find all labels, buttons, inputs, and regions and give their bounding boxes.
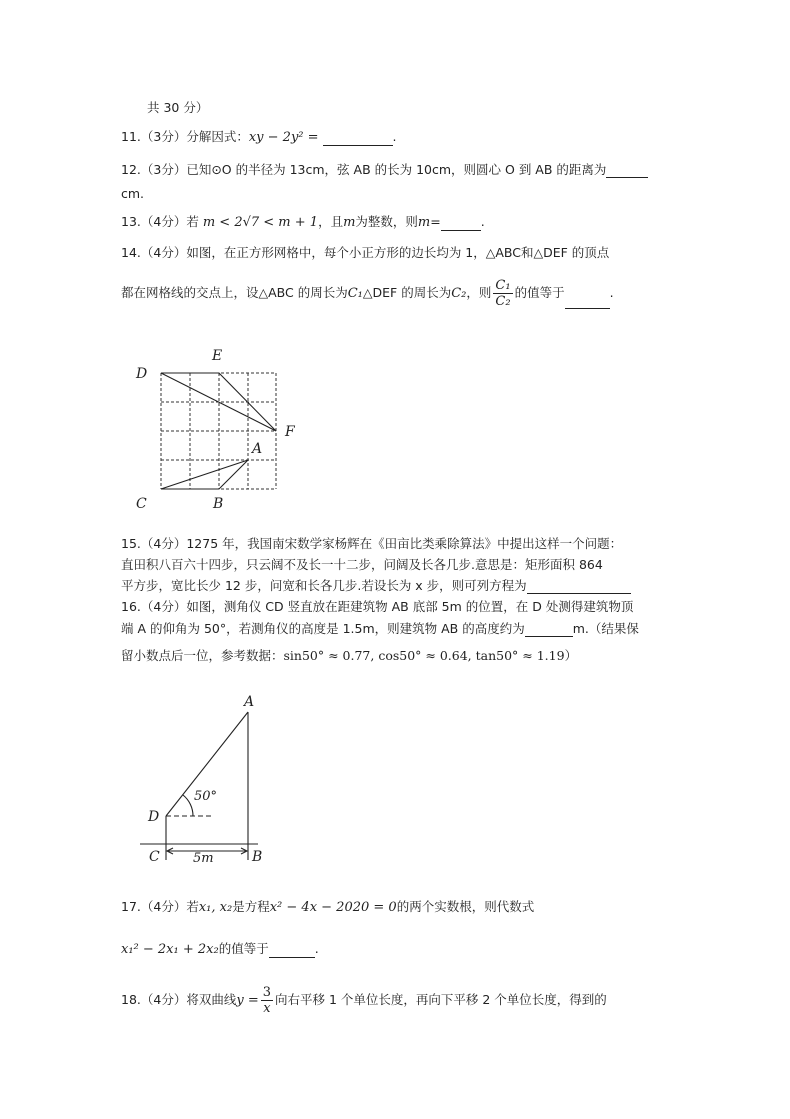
question-16-line2: 端 A 的仰角为 50°，若测角仪的高度是 1.5m，则建筑物 AB 的高度约为 m.（结果保: [121, 621, 639, 636]
question-12: 12.（3分）已知⊙O 的半径为 13cm，弦 AB 的长为 10cm，则圆心 O 到 AB 的距离为: [121, 162, 648, 178]
building-figure: [140, 690, 280, 870]
question-13: 13.（4分）若 m < 2√7 < m + 1，且m为整数，则m= .: [121, 214, 485, 230]
label-c: C: [149, 849, 160, 865]
section-tail: 共 30 分）: [147, 100, 209, 115]
answer-blank-15[interactable]: [527, 580, 631, 594]
q14-fraction: $\frac{\text{C₁}}{\text{C₂}}$: [495, 278, 511, 309]
question-11: 11.（3分）分解因式：xy − 2y² = .: [121, 129, 397, 145]
label-e: E: [212, 348, 223, 364]
question-17-line1: 17.（4分）若x₁, x₂是方程x² − 4x − 2020 = 0的两个实数根，则代数式: [121, 899, 535, 915]
answer-blank-12[interactable]: [606, 164, 648, 178]
label-b: B: [213, 496, 224, 512]
distance-label: 5m: [193, 851, 214, 866]
question-12-unit: cm.: [121, 186, 145, 201]
q11-prefix: 11.（3分）分解因式：: [121, 129, 249, 144]
answer-blank-11[interactable]: [323, 132, 393, 146]
question-14-line2: 都在网格线的交点上，设△ABC 的周长为C₁△DEF 的周长为C₂，则 $\frac{\text{C₁}}{\text{C₂}}$ 的值等于 .: [121, 278, 614, 309]
question-15-line2: 直田积八百六十四步，只云阔不及长一十二步，问阔及长各几步.意思是：矩形面积 864: [121, 557, 603, 572]
q13-inequality: m < 2√7 < m + 1: [202, 215, 319, 230]
label-d: D: [136, 366, 148, 382]
label-b: B: [252, 849, 263, 865]
question-16-line3: 留小数点后一位，参考数据：sin50° ≈ 0.77, cos50° ≈ 0.64, tan50° ≈ 1.19）: [121, 648, 578, 663]
answer-blank-14[interactable]: [565, 295, 610, 309]
label-d: D: [148, 809, 160, 825]
q18-fraction: $\frac{3}{x}$: [262, 985, 271, 1016]
label-c: C: [136, 496, 147, 512]
q17-expression: x₁² − 2x₁ + 2x₂: [121, 942, 219, 957]
question-16-line1: 16.（4分）如图，测角仪 CD 竖直放在距建筑物 AB 底部 5m 的位置，在 D 处测得建筑物顶: [121, 599, 634, 614]
label-a: A: [244, 694, 255, 710]
question-15-line3: 平方步，宽比长少 12 步，问宽和长各几步.若设长为 x 步，则可列方程为: [121, 578, 631, 594]
question-17-line2: x₁² − 2x₁ + 2x₂的值等于 .: [121, 941, 319, 957]
q16-reference-data: sin50° ≈ 0.77, cos50° ≈ 0.64, tan50° ≈ 1.19: [283, 648, 565, 663]
angle-label: 50°: [194, 789, 218, 804]
q17-equation: x² − 4x − 2020 = 0: [269, 900, 397, 915]
label-f: F: [285, 424, 295, 440]
answer-blank-17[interactable]: [269, 944, 315, 958]
answer-blank-13[interactable]: [441, 217, 481, 231]
question-18: 18.（4分）将双曲线y = $\frac{3}{x}$ 向右平移 1 个单位长度，再向下平移 2 个单位长度，得到的: [121, 985, 607, 1016]
triangle-abc: [161, 460, 248, 489]
question-14-line1: 14.（4分）如图，在正方形网格中，每个小正方形的边长均为 1，△ABC和△DEF 的顶点: [121, 245, 610, 260]
label-a: A: [252, 441, 263, 457]
answer-blank-16[interactable]: [525, 623, 573, 637]
question-15-line1: 15.（4分）1275 年，我国南宋数学家杨辉在《田亩比类乘除算法》中提出这样一个问题：: [121, 536, 623, 551]
grid-figure: [128, 340, 308, 515]
q11-expr: xy − 2y² =: [248, 130, 319, 145]
q17-roots: x₁, x₂: [198, 900, 233, 915]
